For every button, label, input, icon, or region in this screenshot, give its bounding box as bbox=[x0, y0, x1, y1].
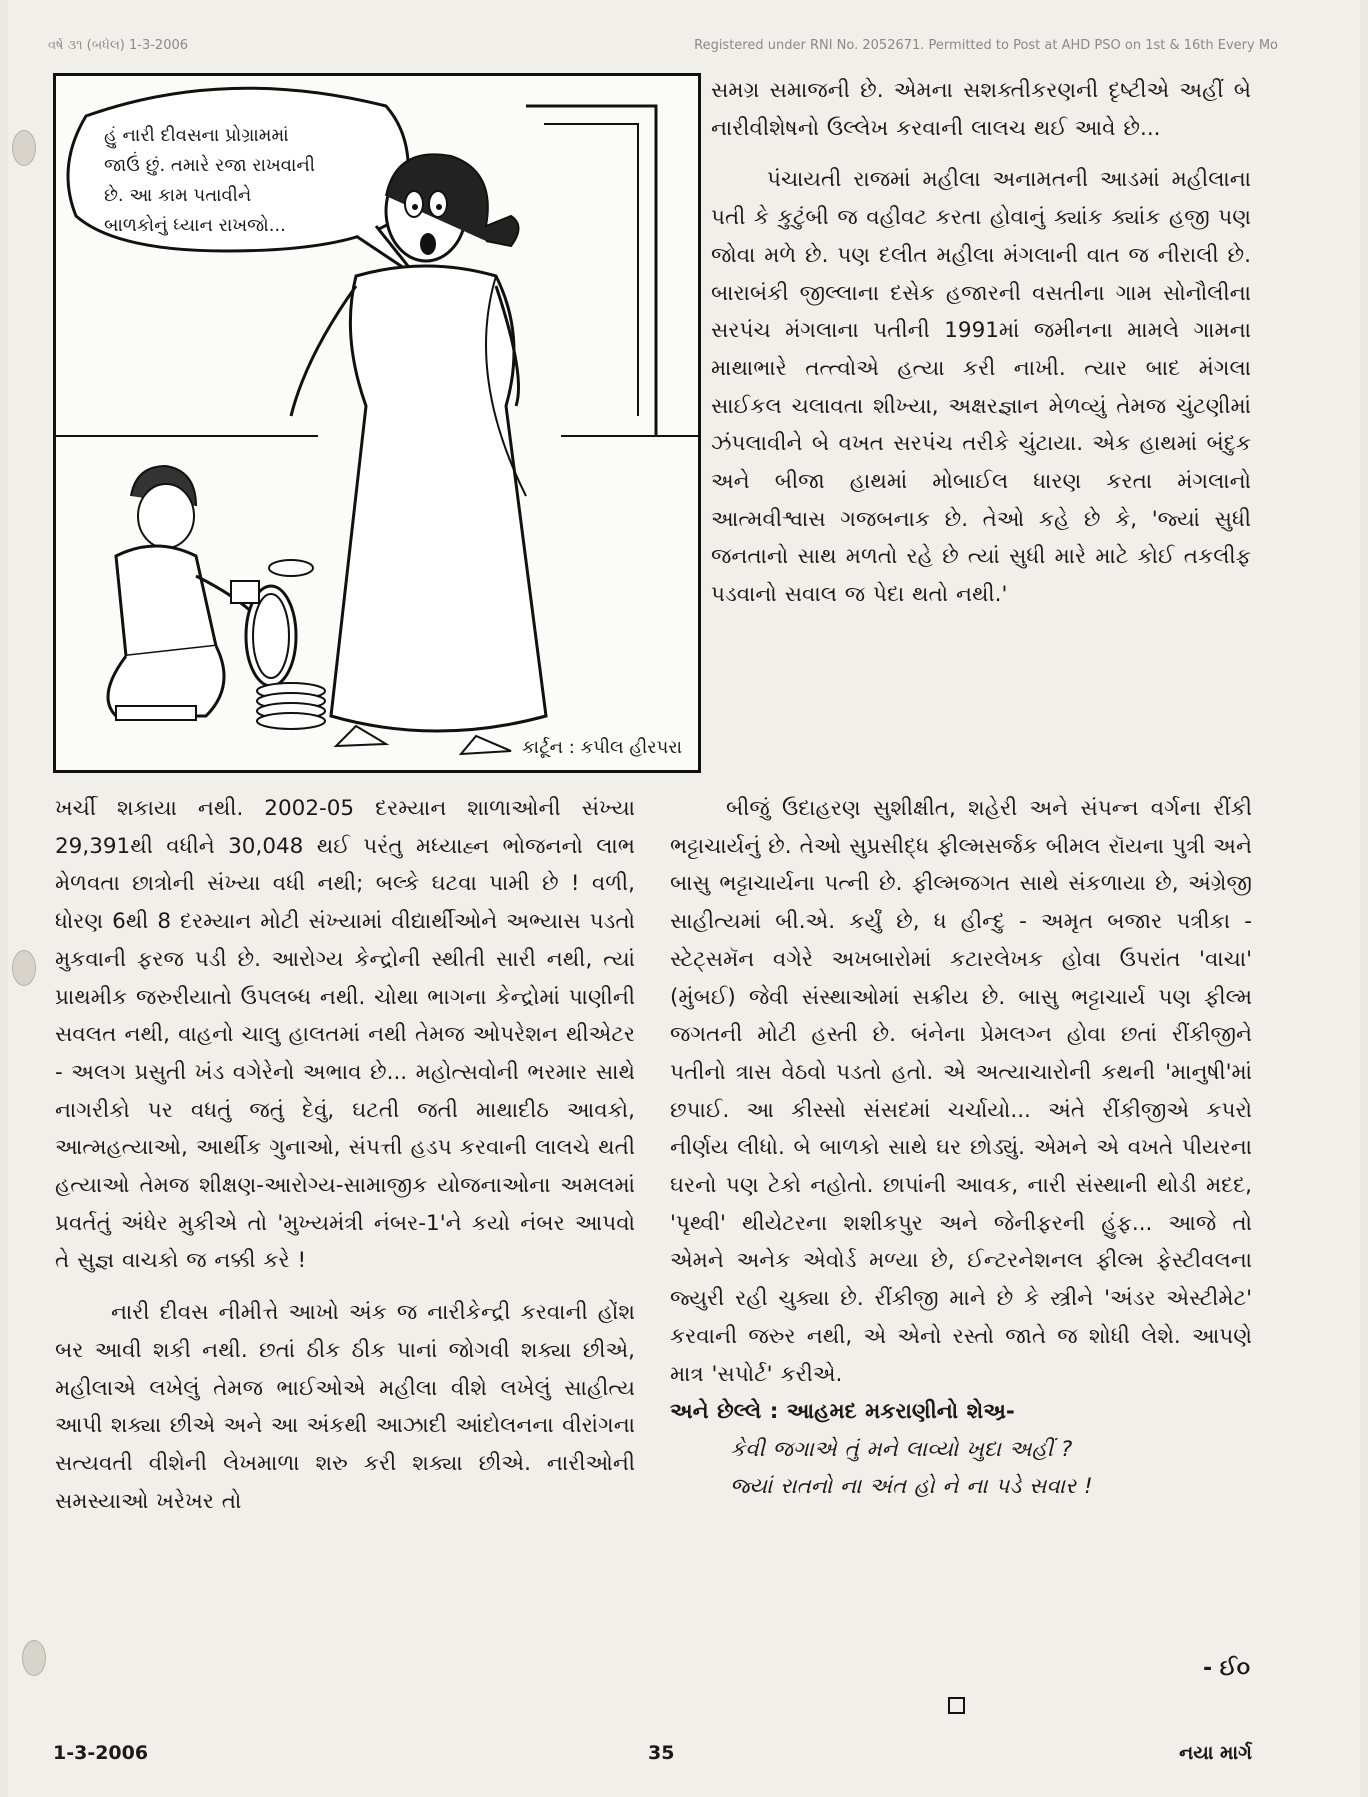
paragraph: સમગ્ર સમાજની છે. એમના સશક્તીકરણની દૃષ્ટીએ અહીં બે નારીવીશેષનો ઉલ્લેખ કરવાની લાલચ થઈ આવે છે... bbox=[711, 78, 1251, 141]
binding-hole-icon bbox=[22, 1640, 46, 1676]
paragraph: બીજું ઉદાહરણ સુશીક્ષીત, શહેરી અને સંપન્ન વર્ગના રીંકી ભટ્ટાચાર્યનું છે. તેઓ સુપ્રસીદ્ધ ફીલ્મસર્જક બીમલ રૉયના પુત્રી અને બાસુ ભટ્ટાચાર્યના પત્ની છે. ફીલ્મજગત સાથે સંકળાયા છે, અંગ્રેજી સાહીત્યમાં બી.એ. કર્યું છે, ધ હીન્દુ - અમૃત બજાર પત્રીકા - સ્ટેટ્સમૅન વગેરે અખબારોમાં કટારલેખક હોવા ઉપરાંત 'વાચા' (મુંબઈ) જેવી સંસ્થાઓમાં સક્રીય છે. બાસુ ભટ્ટાચાર્ય પણ ફીલ્મ જગતની મોટી હસ્તી છે. બંનેના પ્રેમલગ્ન હોવા છતાં રીંકીજીને પતીનો ત્રાસ વેઠવો પડતો હતો. એ અત્યાચારોની કથની 'માનુષી'માં છપાઈ. આ કીસ્સો સંસદમાં ચર્ચાયો... અંતે રીંકીજીએ કપરો નીર્ણય લીધો. બે બાળકો સાથે ઘર છોડ્યું. એમને એ વખતે પીયરના ઘરનો પણ ટેકો નહોતો. છાપાંની આવક, નારી સંસ્થાની થોડી મદદ, 'પૃથ્વી' થીયેટરના શશીકપુર અને જેનીફરની હુંફ... આજે તો એમને અનેક એવોર્ડ મળ્યા છે, ઈન્ટરનેશનલ ફીલ્મ ફેસ્ટીવલના જ્યુરી રહી ચુક્યા છે. રીંકીજી માને છે કે સ્ત્રીને 'અંડર એસ્ટીમેટ' કરવાની જરુર નથી, એ એનો રસ્તો જાતે જ શોધી લેશે. આપણે માત્ર 'સપોર્ટ' કરીએ. bbox=[670, 796, 1252, 1387]
speech-line: છે. આ કામ પતાવીને bbox=[104, 185, 252, 206]
speech-bubble-text bbox=[100, 121, 390, 241]
speech-line: બાળકોનું ધ્યાન રાખજો... bbox=[104, 215, 286, 236]
paragraph: પંચાયતી રાજમાં મહીલા અનામતની આડમાં મહીલાના પતી કે કુટુંબી જ વહીવટ કરતા હોવાનું ક્યાંક ક્યાંક હજી પણ જોવા મળે છે. પણ દલીત મહીલા મંગલાની વાત જ નીરાલી છે. બારાબંકી જીલ્લાના દસેક હજારની વસતીના ગામ સોનૌલીના સરપંચ મંગલાના પતીની 1991માં જમીનના મામલે ગામના માથાભારે તત્ત્વોએ હત્યા કરી નાખી. ત્યાર બાદ મંગલા સાઈકલ ચલાવતા શીખ્યા, અક્ષરજ્ઞાન મેળવ્યું તેમજ ચુંટણીમાં ઝંપલાવીને બે વખત સરપંચ તરીકે ચુંટાયા. એક હાથમાં બંદુક અને બીજા હાથમાં મોબાઈલ ધારણ કરતા મંગલાનો આત્મવીશ્વાસ ગજબનાક છે. તેઓ કહે છે કે, 'જ્યાં સુધી જનતાનો સાથ મળતો રહે છે ત્યાં સુધી મારે માટે કોઈ તકલીફ પડવાનો સવાલ જ પેદા થતો નથી.' bbox=[711, 167, 1251, 608]
footer-page-number: 35 bbox=[648, 1742, 675, 1764]
header-strip bbox=[48, 38, 1278, 53]
binding-hole-icon bbox=[12, 950, 36, 986]
shayari-heading: અને છેલ્લે : આહમદ મકરાણીનો શેઅ્ર- bbox=[670, 1399, 1015, 1425]
paragraph: ખર્ચી શકાયા નથી. 2002-05 દરમ્યાન શાળાઓની સંખ્યા 29,391થી વધીને 30,048 થઈ પરંતુ મધ્યાહ્ન ભોજનનો લાભ મેળવતા છાત્રોની સંખ્યા વધી નથી; બલ્કે ઘટવા પામી છે ! વળી, ધોરણ 6થી 8 દરમ્યાન મોટી સંખ્યામાં વીદ્યાર્થીઓને અભ્યાસ પડતો મુકવાની ફરજ પડી છે. આરોગ્ય કેન્દ્રોની સ્થીતી સારી નથી, ત્યાં પ્રાથમીક જરુરીયાતો ઉપલબ્ધ નથી. ચોથા ભાગના કેન્દ્રોમાં પાણીની સવલત નથી, વાહનો ચાલુ હાલતમાં નથી તેમજ ઓપરેશન થીએટર - અલગ પ્રસુતી ખંડ વગેરેનો અભાવ છે... મહોત્સવોની ભરમાર સાથે નાગરીકો પર વધતું જતું દેવું, ઘટતી જતી માથાદીઠ આવકો, આત્મહત્યાઓ, આર્થીક ગુનાઓ, સંપત્તી હડપ કરવાની લાલચે થતી હત્યાઓ તેમજ શીક્ષણ-આરોગ્ય-સામાજીક યોજનાઓના અમલમાં પ્રવર્તતું અંધેર મુકીએ તો 'મુખ્યમંત્રી નંબર-1'ને કયો નંબર આપવો તે સુજ્ઞ વાચકો જ નક્કી કરે ! bbox=[55, 796, 635, 1274]
header-right: Registered under RNI No. 2052671. Permitted to Post at AHD PSO on 1st & 16th Every Mo bbox=[694, 38, 1278, 53]
footer-magazine-name: નયા માર્ગ bbox=[1179, 1742, 1252, 1764]
right-column-bottom bbox=[670, 790, 1252, 1505]
magazine-page bbox=[8, 0, 1360, 1797]
cartoon-credit: કાર્ટૂન : કપીલ હીરપરા bbox=[521, 737, 682, 758]
cartoon bbox=[53, 73, 701, 773]
right-column-top bbox=[711, 72, 1251, 614]
paragraph: નારી દીવસ નીમીત્તે આખો અંક જ નારીકેન્દ્રી કરવાની હોંશ બર આવી શકી નથી. છતાં ઠીક ઠીક પાનાં જોગવી શક્યા છીએ, મહીલાએ લખેલું તેમજ ભાઈઓએ મહીલા વીશે લખેલું સાહીત્ય આપી શક્યા છીએ અને આ અંકથી આઝાદી આંદોલનના વીરાંગના સત્યવતી વીશેની લેખમાળા શરુ કરી શક્યા છીએ. નારીઓની સમસ્યાઓ ખરેખર તો bbox=[55, 1300, 635, 1514]
header-left: વર્ષ ૩૧ (બધેલ) 1-3-2006 bbox=[48, 38, 189, 53]
speech-line: હું નારી દીવસના પ્રોગ્રામમાં bbox=[104, 125, 289, 146]
page-code: - ઈ૦ bbox=[1202, 1656, 1250, 1681]
speech-line: જાઉં છું. તમારે રજા રાખવાની bbox=[104, 155, 315, 176]
binding-hole-icon bbox=[12, 130, 36, 166]
shayari-line: કેવી જગાએ તું મને લાવ્યો ખુદા અહીં ? bbox=[730, 1436, 1073, 1462]
footer-date: 1-3-2006 bbox=[53, 1742, 149, 1764]
end-mark-icon bbox=[948, 1697, 965, 1714]
shayari-line: જ્યાં રાતનો ના અંત હો ને ના પડે સવાર ! bbox=[730, 1473, 1093, 1499]
left-column-bottom bbox=[55, 790, 635, 1520]
